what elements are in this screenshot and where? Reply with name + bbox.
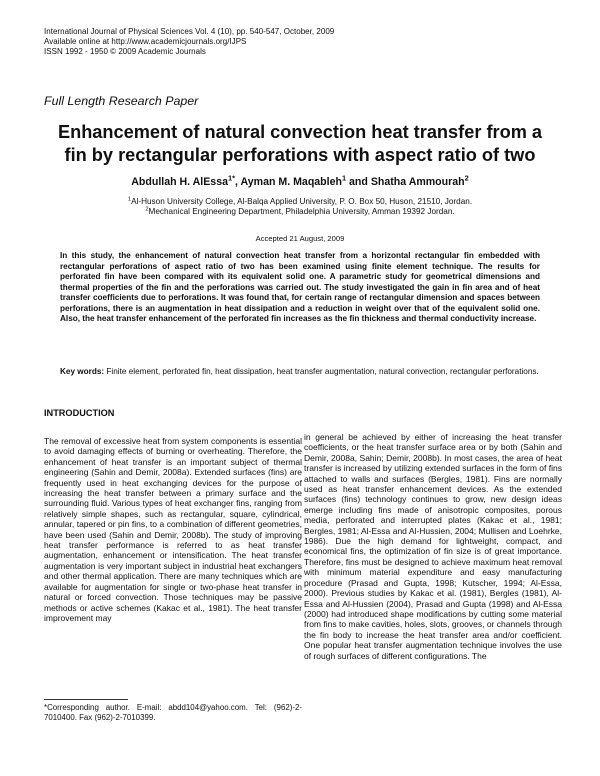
accepted-date: Accepted 21 August, 2009 bbox=[255, 234, 345, 243]
affiliation-2-text: Mechanical Engineering Department, Philadelphia University, Amman 19392 Jordan. bbox=[148, 207, 455, 216]
introduction-right-column: in general be achieved by either of increasing the heat transfer coefficients, or the heat transfer surface area or by both (Sahin and Demir, 2008a, Sahin; Demir, 2008b). In most cases, the area of heat transfer is increased by utilizing extended surfaces in the form of fins attached to walls and surfaces (Bergles, 1981). Fins are normally used as heat transfer enhancement devices. As the extended surfaces (fins) technology continues to grow, new design ideas emerge including fins made of anisotropic composites, porous media, perforated and interrupted plates (Kakac et al., 1981; Bergles, 1981; Al-Essa and Al-Hussien, 2004; Mullisen and Loehrke, 1986). Due the high demand for lightweight, compact, and economical fins, the optimization of fin size is of great importance. Therefore, fins must be designed to achieve maximum heat removal with minimum material expenditure and easy manufacturing procedure (Prasad and Gupta, 1998; Kutscher, 1994; Al-Essa, 2000). Previous studies by Kakac et al. (1981), Bergles (1981), Al-Essa and Al-Hussien (2004), Prasad and Gupta (1998) and Al-Essa (2000) had introduced shape modifications by cutting some material from fins to make cavities, holes, slots, grooves, or channels through the fin body to increase the heat transfer area and/or coefficient. One popular heat transfer augmentation technique involves the use of rough surfaces of different configurations. The bbox=[304, 432, 562, 661]
footnote-divider bbox=[44, 699, 128, 700]
author-3: Shatha Ammourah bbox=[370, 176, 465, 188]
affiliation-1-text: Al-Huson University College, Al-Balqa Applied University, P. O. Box 50, Huson, 21510, Jordan. bbox=[131, 197, 473, 206]
affiliation-2-marker: 2 bbox=[145, 206, 149, 213]
author-separator-1: , bbox=[235, 176, 241, 188]
journal-citation: International Journal of Physical Sciences Vol. 4 (10), pp. 540-547, October, 2009 bbox=[44, 27, 335, 36]
introduction-heading: INTRODUCTION bbox=[44, 408, 115, 418]
author-2-marker: 1 bbox=[341, 173, 347, 183]
author-3-marker: 2 bbox=[464, 173, 469, 183]
keywords-text: Finite element, perforated fin, heat dissipation, heat transfer augmentation, natural convection, rectangular perforations. bbox=[104, 367, 539, 376]
section-label: Full Length Research Paper bbox=[44, 94, 199, 108]
corresponding-author-footnote: *Corresponding author. E-mail: abdd104@yahoo.com. Tel: (962)-2-7010400. Fax (962)-2-7010399. bbox=[44, 703, 302, 722]
paper-title-line-1: Enhancement of natural convection heat transfer from a bbox=[57, 122, 543, 142]
author-1: Abdullah H. AlEssa bbox=[131, 176, 228, 188]
introduction-left-column: The removal of excessive heat from system components is essential to avoid damaging effects of burning or overheating. Therefore, the enhancement of heat transfer is an important subject of thermal engineering (Sahin and Demir, 2008a). Extended surfaces (fins) are frequently used in heat exchanging devices for the purpose of increasing the heat transfer between a primary surface and the surrounding fluid. Various types of heat exchanger fins, ranging from relatively simple shapes, such as rectangular, square, cylindrical, annular, tapered or pin fins, to a combination of different geometries, have been used (Sahin and Demir, 2008b). The study of improving heat transfer performance is referred to as heat transfer augmentation, enhancement or intensification. The heat transfer augmentation is very important subject in industrial heat exchangers and other thermal application. There are many techniques which are available for augmentation for single or two-phase heat transfer in natural or forced convection. Those techniques may be passive methods or active schemes (Kakac et al., 1981). The heat transfer improvement may bbox=[44, 436, 302, 623]
author-2: Ayman M. Maqableh bbox=[240, 176, 342, 188]
journal-url-line: Available online at http://www.academicjournals.org/IJPS bbox=[44, 37, 247, 46]
author-separator-2: and bbox=[346, 176, 371, 188]
abstract: In this study, the enhancement of natural convection heat transfer from a horizontal rectangular fin embedded with rectangular perforations of aspect ratio of two has been examined using finite element technique. The results for perforated fin have been compared with its equivalent solid one. A parametric study for geometrical dimensions and thermal properties of the fin and the perforations was carried out. The study investigated the gain in fin area and of heat transfer coefficients due to perforations. It was found that, for certain range of rectangular dimension and spaces between perforations, there is an augmentation in heat dissipation and a reduction in weight over that of the equivalent solid one. Also, the heat transfer enhancement of the perforated fin increases as the fin thickness and thermal conductivity increase. bbox=[60, 251, 540, 323]
journal-issn: ISSN 1992 - 1950 © 2009 Academic Journals bbox=[44, 47, 206, 56]
paper-title-line-2: fin by rectangular perforations with aspect ratio of two bbox=[64, 145, 536, 165]
affiliation-1 bbox=[0, 197, 600, 207]
affiliation-2 bbox=[0, 207, 600, 217]
author-1-marker: 1* bbox=[228, 173, 236, 183]
paper-title bbox=[0, 121, 600, 167]
author-list bbox=[0, 173, 600, 188]
keywords bbox=[60, 367, 540, 378]
keywords-label: Key words: bbox=[60, 367, 105, 376]
affiliation-1-marker: 1 bbox=[127, 196, 132, 203]
